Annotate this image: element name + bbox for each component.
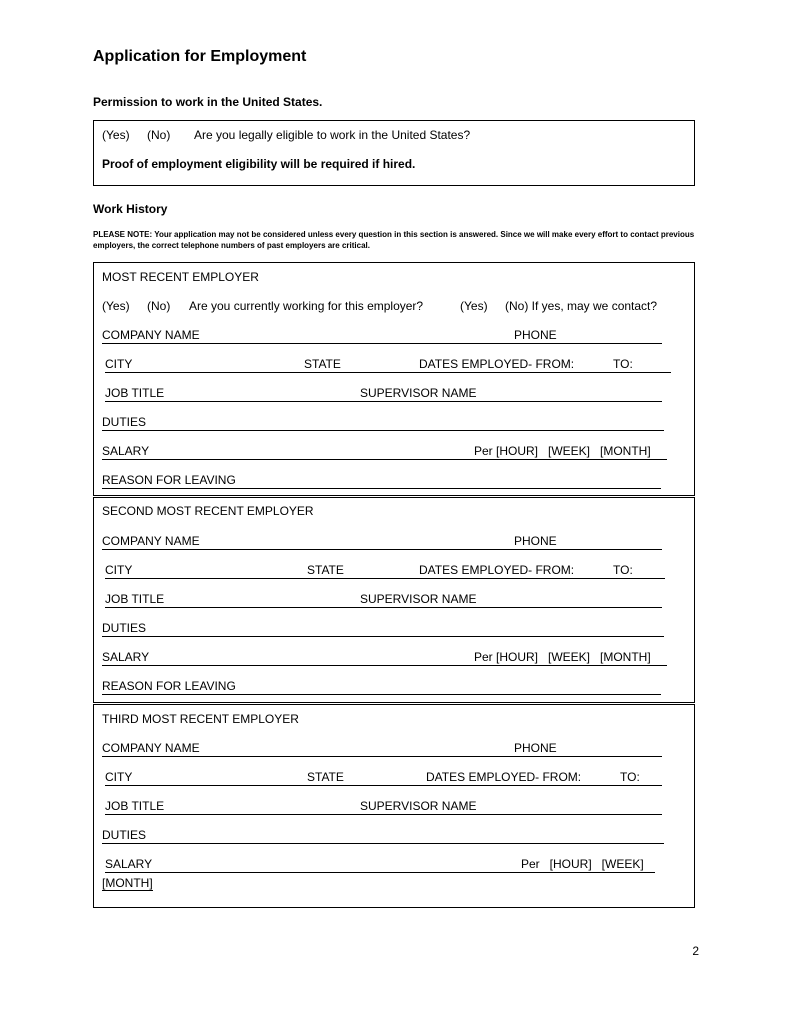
duties-label: DUTIES <box>102 621 147 635</box>
company-phone-field[interactable] <box>102 549 662 550</box>
current-no-option[interactable]: (No) <box>147 299 171 313</box>
current-yes-option[interactable]: (Yes) <box>102 299 130 313</box>
salary-field[interactable] <box>102 665 667 666</box>
employer-3-heading: THIRD MOST RECENT EMPLOYER <box>102 712 299 726</box>
supervisor-name-label: SUPERVISOR NAME <box>360 799 477 813</box>
work-history-note: PLEASE NOTE: Your application may not be considered unless every question in this section is answered. Since we will make every effort to contact previous employers, the correct telephone numbers of past employers are critical. <box>93 230 695 250</box>
current-employer-question: Are you currently working for this employer? <box>189 299 424 313</box>
eligible-no-option[interactable]: (No) <box>147 128 171 142</box>
salary-label: SALARY <box>105 857 153 871</box>
job-supervisor-field[interactable] <box>105 607 662 608</box>
salary-period-options[interactable]: Per [HOUR] [WEEK] [MONTH] <box>474 650 651 664</box>
reason-for-leaving-label: REASON FOR LEAVING <box>102 473 236 487</box>
company-phone-field[interactable] <box>102 343 662 344</box>
salary-field[interactable] <box>102 459 667 460</box>
reason-for-leaving-field[interactable] <box>102 488 661 489</box>
company-name-label: COMPANY NAME <box>102 328 200 342</box>
city-label: CITY <box>105 770 133 784</box>
supervisor-name-label: SUPERVISOR NAME <box>360 592 477 606</box>
job-title-label: JOB TITLE <box>105 386 165 400</box>
work-history-heading: Work History <box>93 202 168 216</box>
city-state-dates-field[interactable] <box>105 785 662 786</box>
reason-for-leaving-field[interactable] <box>102 694 661 695</box>
salary-period-options[interactable]: Per [HOUR] [WEEK] [MONTH] <box>474 444 651 458</box>
job-supervisor-field[interactable] <box>105 814 662 815</box>
city-label: CITY <box>105 357 133 371</box>
duties-field[interactable] <box>102 430 664 431</box>
duties-field[interactable] <box>102 843 664 844</box>
salary-label: SALARY <box>102 444 150 458</box>
salary-label: SALARY <box>102 650 150 664</box>
supervisor-name-label: SUPERVISOR NAME <box>360 386 477 400</box>
employer-3-section <box>93 704 695 908</box>
job-title-label: JOB TITLE <box>105 799 165 813</box>
salary-period-options[interactable]: Per [HOUR] [WEEK] <box>521 857 644 871</box>
phone-label: PHONE <box>514 534 557 548</box>
employer-1-heading: MOST RECENT EMPLOYER <box>102 270 259 284</box>
to-label: TO: <box>613 563 633 577</box>
page-number: 2 <box>692 944 699 958</box>
permission-box <box>93 120 695 186</box>
reason-for-leaving-label: REASON FOR LEAVING <box>102 679 236 693</box>
company-name-label: COMPANY NAME <box>102 534 200 548</box>
salary-field[interactable] <box>105 872 655 873</box>
to-label: TO: <box>620 770 640 784</box>
contact-no-option[interactable]: (No) If yes, may we contact? <box>505 299 658 313</box>
phone-label: PHONE <box>514 741 557 755</box>
contact-yes-option[interactable]: (Yes) <box>460 299 488 313</box>
phone-label: PHONE <box>514 328 557 342</box>
duties-label: DUTIES <box>102 828 147 842</box>
salary-month-option[interactable]: [MONTH] <box>102 876 153 890</box>
state-label: STATE <box>307 563 344 577</box>
eligible-question: Are you legally eligible to work in the United States? <box>194 128 471 142</box>
job-title-label: JOB TITLE <box>105 592 165 606</box>
dates-employed-label: DATES EMPLOYED- FROM: <box>419 563 575 577</box>
company-phone-field[interactable] <box>102 756 662 757</box>
state-label: STATE <box>304 357 341 371</box>
state-label: STATE <box>307 770 344 784</box>
employer-2-section <box>93 497 695 703</box>
page-title: Application for Employment <box>93 48 307 65</box>
city-label: CITY <box>105 563 133 577</box>
job-supervisor-field[interactable] <box>105 401 662 402</box>
duties-field[interactable] <box>102 636 664 637</box>
dates-employed-label: DATES EMPLOYED- FROM: <box>419 357 575 371</box>
city-state-dates-field[interactable] <box>105 578 665 579</box>
duties-label: DUTIES <box>102 415 147 429</box>
dates-employed-label: DATES EMPLOYED- FROM: <box>426 770 582 784</box>
permission-heading: Permission to work in the United States. <box>93 95 323 109</box>
eligible-yes-option[interactable]: (Yes) <box>102 128 130 142</box>
to-label: TO: <box>613 357 633 371</box>
employer-1-section <box>93 262 695 496</box>
city-state-dates-field[interactable] <box>105 372 671 373</box>
employer-2-heading: SECOND MOST RECENT EMPLOYER <box>102 504 314 518</box>
proof-statement: Proof of employment eligibility will be required if hired. <box>102 157 416 171</box>
company-name-label: COMPANY NAME <box>102 741 200 755</box>
